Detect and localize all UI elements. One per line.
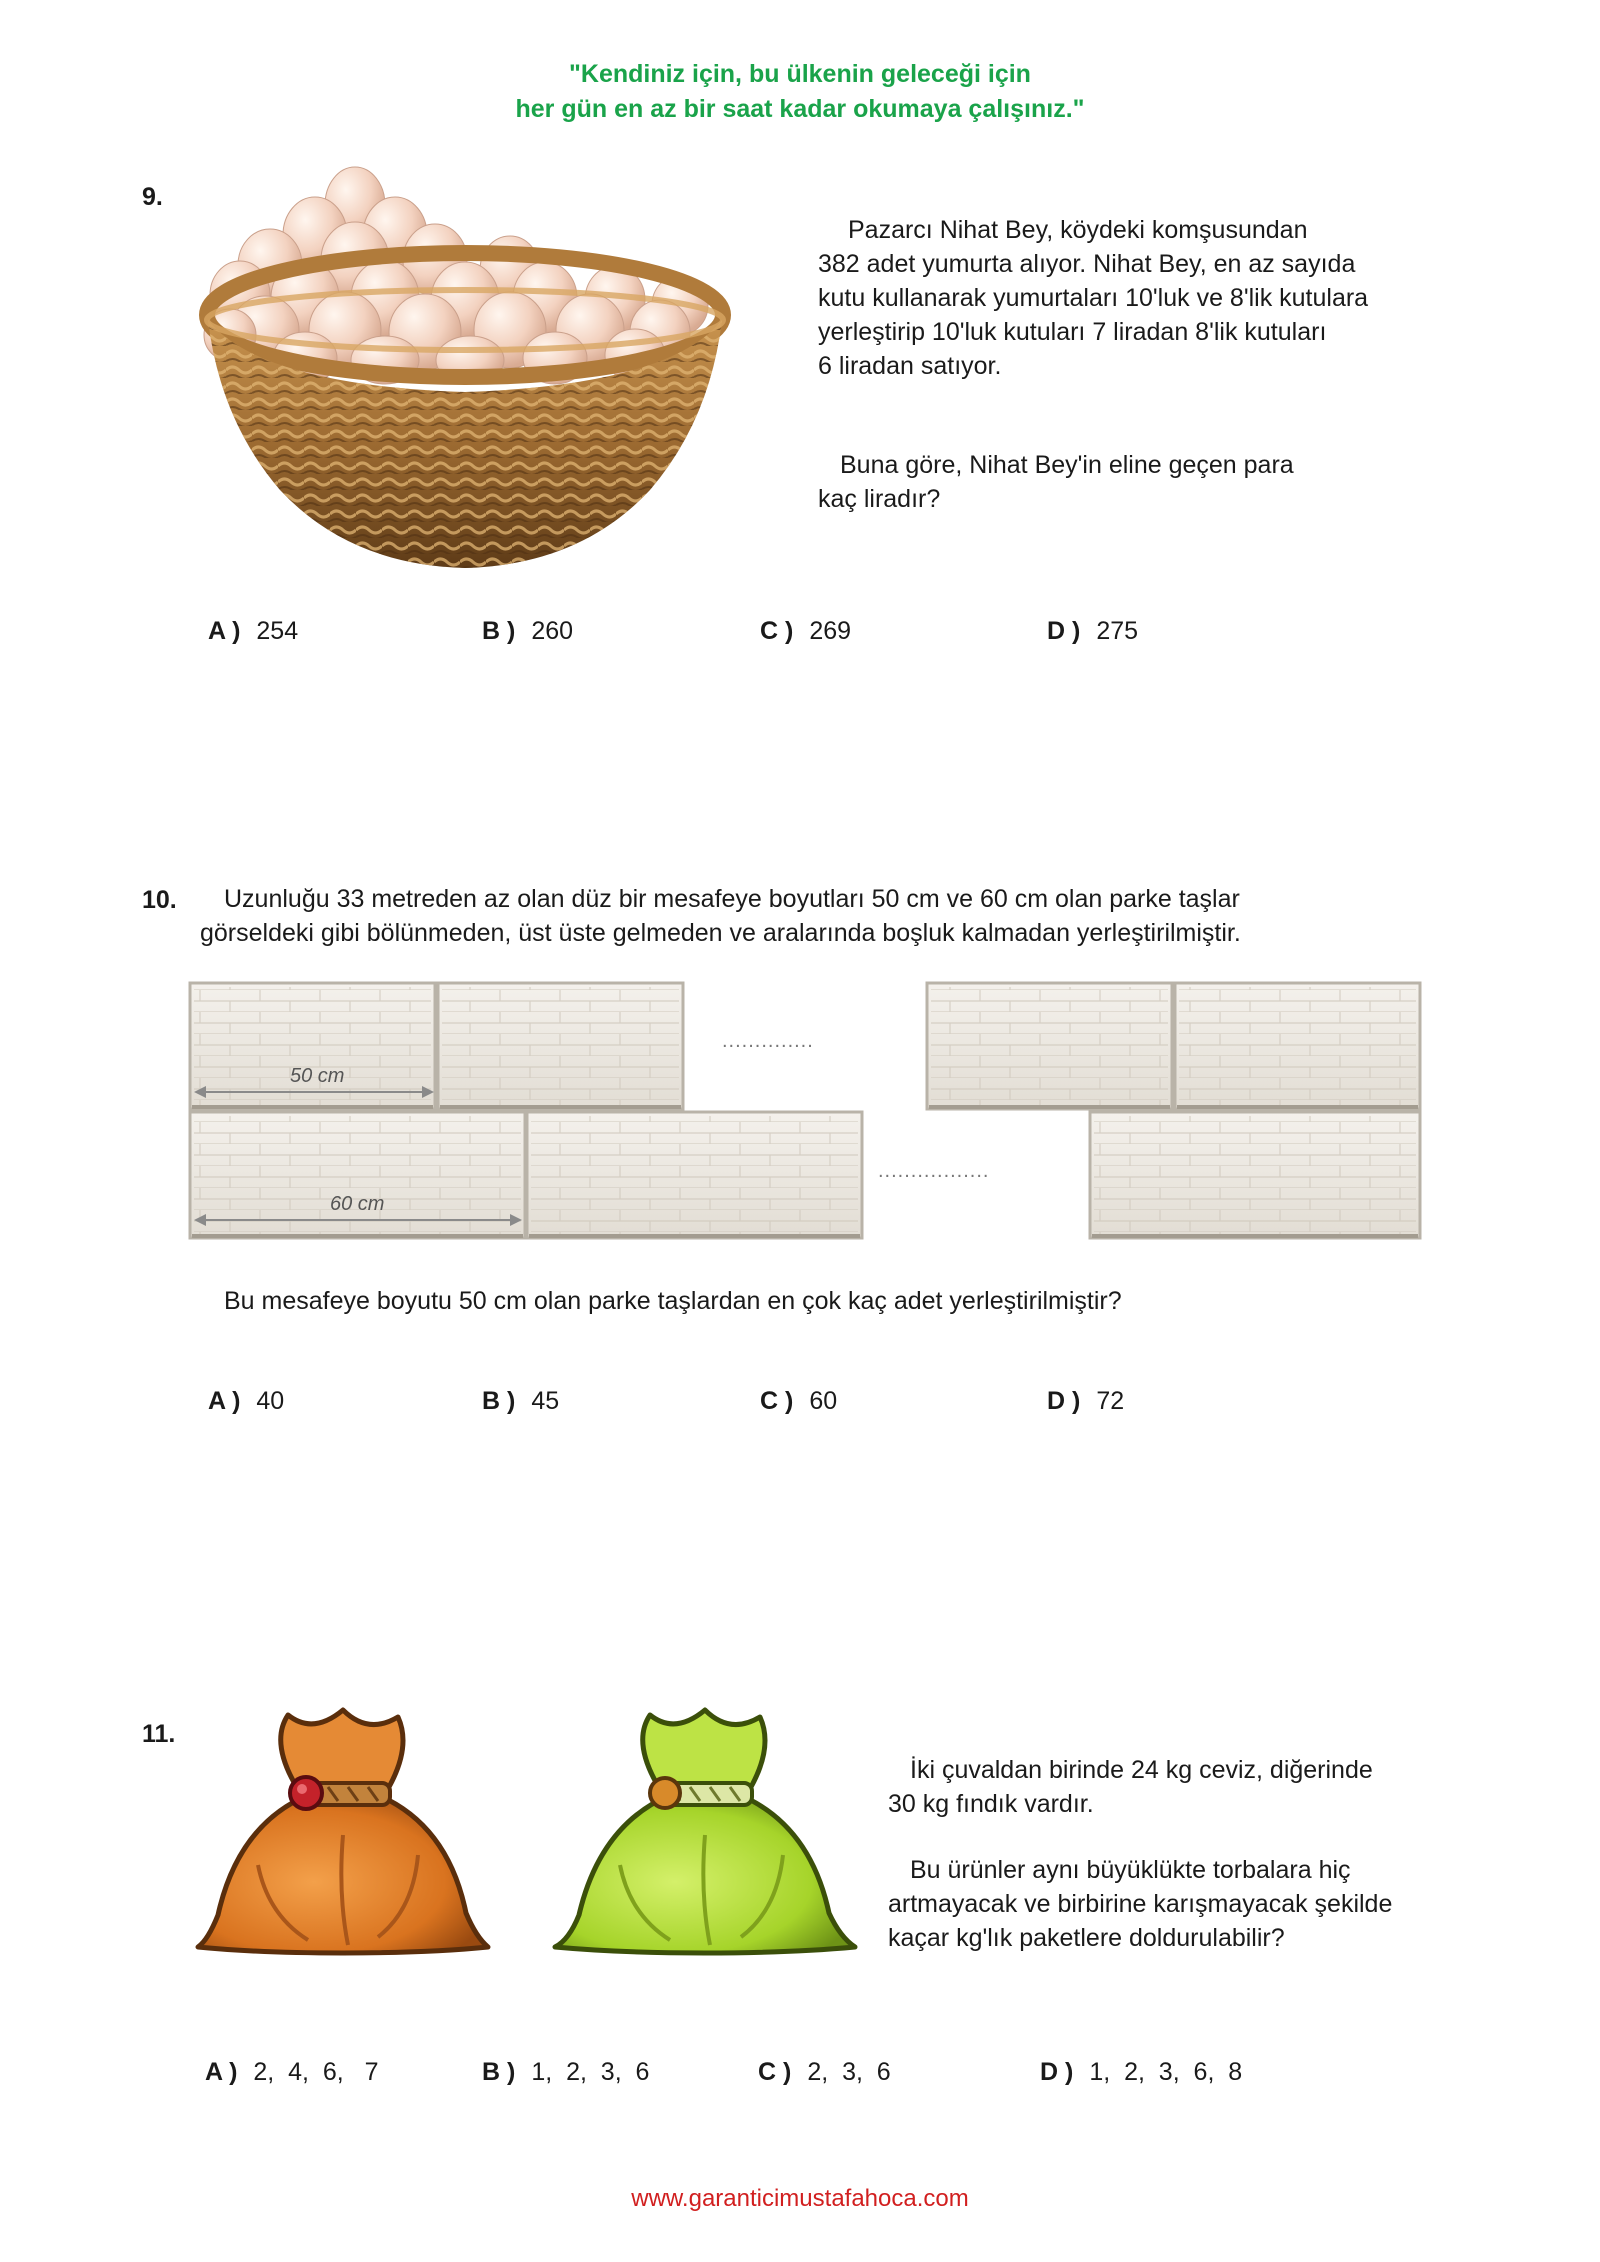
q11-question-line: Bu ürünler aynı büyüklükte torbalara hiç — [910, 1856, 1351, 1884]
dots-top-row: .............. — [722, 1030, 814, 1052]
q11-choice-b[interactable] — [482, 2058, 649, 2087]
q11-choice-a[interactable] — [205, 2058, 378, 2087]
choice-label: A ) — [208, 617, 241, 645]
q10-choice-b[interactable] — [482, 1387, 559, 1416]
q9-question-line: kaç liradır? — [818, 485, 941, 513]
green-sack-icon — [555, 1705, 855, 1965]
choice-label: C ) — [758, 2058, 792, 2086]
choice-label: A ) — [208, 1387, 241, 1415]
q10-choice-c[interactable] — [760, 1387, 837, 1416]
choice-label: C ) — [760, 1387, 794, 1415]
choice-value: 2, 3, 6 — [807, 2058, 891, 2086]
choice-label: B ) — [482, 617, 516, 645]
orange-sack-icon — [198, 1705, 488, 1965]
choice-value: 45 — [531, 1387, 560, 1415]
paving-stone — [190, 983, 435, 1109]
choice-value: 275 — [1096, 617, 1139, 645]
q9-text-line: 382 adet yumurta alıyor. Nihat Bey, en az sayıda — [818, 250, 1356, 278]
q9-text-line: kutu kullanarak yumurtaları 10'luk ve 8'lik kutulara — [818, 284, 1369, 312]
quote-line-1: "Kendiniz için, bu ülkenin geleceği için — [569, 60, 1031, 88]
stone-label-60: 60 cm — [330, 1193, 385, 1215]
q11-text-line: İki çuvaldan birinde 24 kg ceviz, diğerinde — [910, 1756, 1373, 1784]
paving-stone — [927, 983, 1172, 1109]
q11-text-line: 30 kg fındık vardır. — [888, 1790, 1094, 1818]
choice-value: 1, 2, 3, 6, 8 — [1089, 2058, 1243, 2086]
choice-label: D ) — [1047, 617, 1081, 645]
choice-value: 260 — [531, 617, 574, 645]
choice-label: D ) — [1040, 2058, 1074, 2086]
question-9-number: 9. — [142, 183, 163, 211]
choice-label: B ) — [482, 1387, 516, 1415]
choice-value: 40 — [256, 1387, 285, 1415]
q9-question-line: Buna göre, Nihat Bey'in eline geçen para — [840, 451, 1294, 479]
choice-value: 254 — [256, 617, 299, 645]
q9-text-line: yerleştirip 10'luk kutuları 7 liradan 8'lik kutuları — [818, 318, 1327, 346]
choice-label: A ) — [205, 2058, 238, 2086]
quote-line-2: her gün en az bir saat kadar okumaya çalışınız." — [515, 95, 1085, 123]
paving-stone — [1090, 1112, 1420, 1238]
q10-text-line: görseldeki gibi bölünmeden, üst üste gelmeden ve aralarında boşluk kalmadan yerleştirilmiştir. — [200, 919, 1241, 947]
choice-value: 269 — [809, 617, 852, 645]
q10-question: Bu mesafeye boyutu 50 cm olan parke taşlardan en çok kaç adet yerleştirilmiştir? — [224, 1287, 1122, 1315]
paving-stone — [1175, 983, 1420, 1109]
q11-question-line: kaçar kg'lık paketlere doldurulabilir? — [888, 1924, 1285, 1952]
paving-stone — [527, 1112, 862, 1238]
choice-value: 60 — [809, 1387, 838, 1415]
choice-label: D ) — [1047, 1387, 1081, 1415]
choice-value: 72 — [1096, 1387, 1125, 1415]
paving-stone — [438, 983, 683, 1109]
q10-choice-d[interactable] — [1047, 1387, 1124, 1416]
q10-choice-a[interactable] — [208, 1387, 284, 1416]
footer-url[interactable]: www.garanticimustafahoca.com — [631, 2185, 969, 2212]
choice-label: B ) — [482, 2058, 516, 2086]
question-10-number: 10. — [142, 886, 177, 914]
q9-text-line: 6 liradan satıyor. — [818, 352, 1002, 380]
q11-choice-d[interactable] — [1040, 2058, 1242, 2087]
stone-label-50: 50 cm — [290, 1065, 345, 1087]
question-11-number: 11. — [142, 1720, 176, 1748]
q11-question-line: artmayacak ve birbirine karışmayacak şekilde — [888, 1890, 1393, 1918]
choice-label: C ) — [760, 617, 794, 645]
choice-value: 2, 4, 6, 7 — [253, 2058, 379, 2086]
q10-text-line: Uzunluğu 33 metreden az olan düz bir mesafeye boyutları 50 cm ve 60 cm olan parke taşlar — [224, 885, 1240, 913]
q9-text-line: Pazarcı Nihat Bey, köydeki komşusundan — [848, 216, 1308, 244]
q11-choice-c[interactable] — [758, 2058, 891, 2087]
dots-bottom-row: ................. — [878, 1160, 990, 1182]
choice-value: 1, 2, 3, 6 — [531, 2058, 650, 2086]
